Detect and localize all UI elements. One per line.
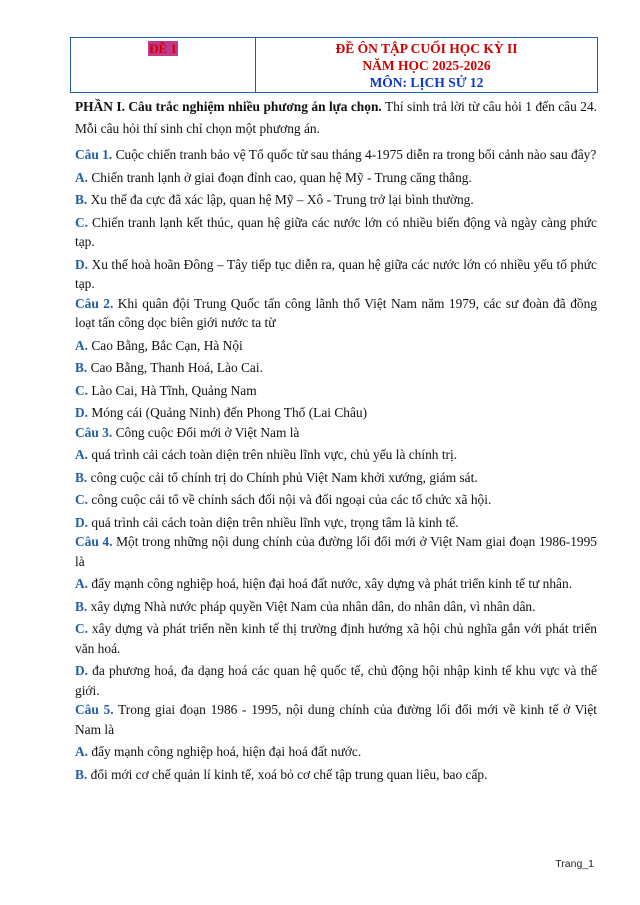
option-text: xây dựng và phát triển nền kinh tế thị trường định hướng xã hội chủ nghĩa gắn với phát triển văn hoá. bbox=[75, 621, 597, 656]
option-letter: D. bbox=[75, 256, 89, 272]
option-a bbox=[75, 168, 597, 188]
option-letter: A. bbox=[75, 576, 89, 591]
option-d bbox=[75, 255, 597, 294]
option-b bbox=[75, 765, 597, 785]
option-letter: B. bbox=[75, 766, 88, 782]
option-letter: C. bbox=[75, 214, 89, 230]
option-letter: D. bbox=[75, 405, 89, 420]
question-text: Cuộc chiến tranh bảo vệ Tổ quốc từ sau tháng 4-1975 diễn ra trong bối cảnh nào sau đây? bbox=[112, 147, 597, 162]
option-text: công cuộc cải tổ chính trị do Chính phủ Việt Nam khởi xướng, giám sát. bbox=[87, 469, 478, 485]
exam-code: ĐỀ 1 bbox=[149, 41, 177, 56]
question-1 bbox=[75, 145, 597, 165]
option-letter: B. bbox=[75, 598, 88, 614]
option-text: đẩy mạnh công nghiệp hoá, hiện đại hoá đất nước. bbox=[88, 744, 362, 759]
option-text: Móng cái (Quảng Ninh) đến Phong Thổ (Lai Châu) bbox=[88, 405, 368, 420]
question-label: Câu 4. bbox=[75, 534, 113, 549]
question-text: Khi quân đội Trung Quốc tấn công lãnh thổ Việt Nam năm 1979, các sư đoàn đã đồng loạt tấn công dọc biên giới nước ta từ bbox=[75, 295, 597, 330]
option-letter: D. bbox=[75, 514, 89, 530]
option-a bbox=[75, 742, 597, 762]
option-b bbox=[75, 358, 597, 378]
question-text: Trong giai đoạn 1986 - 1995, nội dung chính của đường lối đổi mới về kinh tế ở Việt Nam là bbox=[75, 702, 597, 737]
page-number: Trang_1 bbox=[555, 858, 594, 870]
question-label: Câu 5. bbox=[75, 702, 114, 717]
option-text: đẩy mạnh công nghiệp hoá, hiện đại hoá đất nước, xây dựng và phát triển kinh tế tư nhân. bbox=[88, 576, 573, 591]
option-text: Xu thế hoà hoãn Đông – Tây tiếp tục diễn ra, quan hệ giữa các nước lớn có nhiều yếu tố phức tạp. bbox=[75, 256, 597, 291]
option-letter: C. bbox=[75, 492, 89, 507]
question-label: Câu 2. bbox=[75, 295, 114, 311]
option-b bbox=[75, 468, 597, 488]
option-text: đa phương hoá, đa dạng hoá các quan hệ quốc tế, chủ động hội nhập kinh tế khu vực và thế giới. bbox=[75, 663, 597, 698]
exam-header-table bbox=[70, 37, 598, 93]
part-instruction-text: Thí sinh trả lời từ câu hỏi 1 đến câu 24. Mỗi câu hỏi thí sinh chỉ chọn một phương án. bbox=[75, 99, 597, 136]
option-a bbox=[75, 445, 597, 465]
option-a bbox=[75, 336, 597, 356]
exam-year: NĂM HỌC 2025-2026 bbox=[362, 58, 491, 73]
option-letter: B. bbox=[75, 469, 88, 485]
option-letter: B. bbox=[75, 360, 88, 375]
option-text: quá trình cải cách toàn diện trên nhiều lĩnh vực, trọng tâm là kinh tế. bbox=[88, 514, 459, 530]
exam-content bbox=[75, 96, 597, 784]
option-text: Chiến tranh lạnh kết thúc, quan hệ giữa các nước lớn có nhiều biến động và ngày càng phức tạp. bbox=[75, 214, 597, 249]
option-letter: A. bbox=[75, 744, 89, 759]
option-text: đổi mới cơ chế quản lí kinh tế, xoá bỏ cơ chế tập trung quan liêu, bao cấp. bbox=[87, 766, 488, 782]
part-heading: PHẦN I. Câu trắc nghiệm nhiều phương án lựa chọn. bbox=[75, 99, 382, 114]
question-text: Một trong những nội dung chính của đường lối đổi mới ở Việt Nam giai đoạn 1986-1995 là bbox=[75, 534, 597, 569]
question-text: Công cuộc Đổi mới ở Việt Nam là bbox=[112, 424, 300, 440]
exam-title: ĐỀ ÔN TẬP CUỐI HỌC KỲ II bbox=[335, 41, 518, 56]
option-b bbox=[75, 597, 597, 617]
option-letter: D. bbox=[75, 663, 89, 678]
option-c bbox=[75, 381, 597, 401]
option-letter: B. bbox=[75, 192, 88, 207]
question-3 bbox=[75, 423, 597, 443]
option-text: quá trình cải cách toàn diện trên nhiều lĩnh vực, chủ yếu là chính trị. bbox=[88, 447, 458, 462]
option-text: Xu thế đa cực đã xác lập, quan hệ Mỹ – Xô - Trung trở lại bình thường. bbox=[87, 192, 474, 207]
option-letter: C. bbox=[75, 621, 89, 636]
question-5 bbox=[75, 700, 597, 739]
exam-code-cell bbox=[71, 38, 256, 92]
option-c bbox=[75, 490, 597, 510]
option-text: Lào Cai, Hà Tĩnh, Quảng Nam bbox=[88, 382, 257, 398]
question-list bbox=[75, 145, 597, 784]
option-d bbox=[75, 661, 597, 700]
option-text: Chiến tranh lạnh ở giai đoạn đỉnh cao, quan hệ Mỹ - Trung căng thẳng. bbox=[88, 169, 472, 185]
question-label: Câu 1. bbox=[75, 147, 113, 162]
option-a bbox=[75, 574, 597, 594]
exam-title-cell bbox=[256, 38, 597, 92]
option-text: Cao Bằng, Bắc Cạn, Hà Nội bbox=[88, 337, 243, 353]
option-d bbox=[75, 513, 597, 533]
option-c bbox=[75, 619, 597, 658]
option-b bbox=[75, 190, 597, 210]
option-letter: A. bbox=[75, 337, 89, 353]
option-text: công cuộc cải tổ về chính sách đối nội và đối ngoại của các tổ chức xã hội. bbox=[88, 492, 492, 507]
option-letter: C. bbox=[75, 382, 89, 398]
part-instructions bbox=[75, 96, 597, 140]
question-2 bbox=[75, 294, 597, 333]
option-d bbox=[75, 403, 597, 423]
option-c bbox=[75, 213, 597, 252]
option-text: Cao Bằng, Thanh Hoá, Lào Cai. bbox=[87, 360, 263, 375]
question-label: Câu 3. bbox=[75, 424, 113, 440]
exam-subject: MÔN: LỊCH SỬ 12 bbox=[369, 75, 484, 90]
question-4 bbox=[75, 532, 597, 571]
option-letter: A. bbox=[75, 169, 89, 185]
option-letter: A. bbox=[75, 447, 89, 462]
option-text: xây dựng Nhà nước pháp quyền Việt Nam của nhân dân, do nhân dân, vì nhân dân. bbox=[87, 598, 536, 614]
